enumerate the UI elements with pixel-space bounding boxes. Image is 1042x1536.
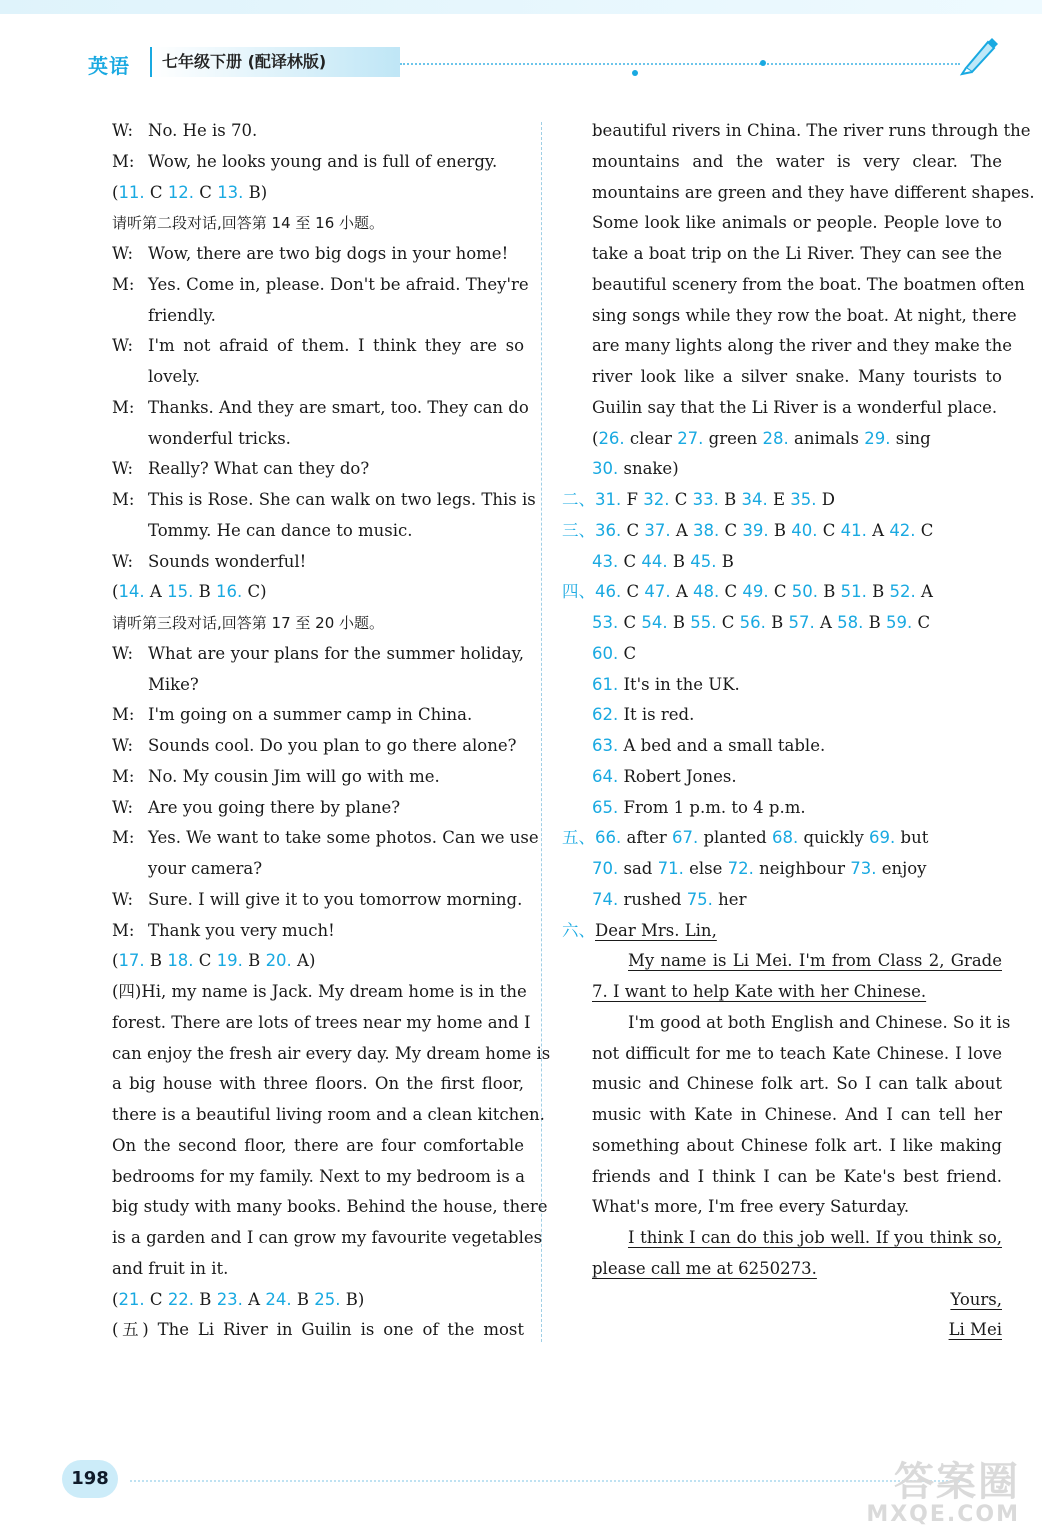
header-dot: [760, 60, 766, 66]
section-3-answers: 43. C 44. B 45. B: [592, 551, 734, 571]
passage-line: bedrooms for my family. Next to my bedroom is a: [112, 1166, 525, 1186]
section-3-answers: 三、36. C 37. A 38. C 39. B 40. C 41. A 42. C: [562, 520, 934, 540]
answer-line: (11. C 12. C 13. B): [112, 182, 268, 202]
dialogue-line: W: Sounds wonderful!: [112, 551, 307, 571]
page-number: 198: [62, 1460, 118, 1498]
section-4-answers: 60. C: [592, 643, 637, 663]
dialogue-line-cont: lovely.: [148, 367, 200, 386]
watermark-url: MXQE.COM: [866, 1502, 1020, 1527]
dialogue-line-cont: Mike?: [148, 674, 199, 694]
column-divider: [541, 122, 542, 1342]
letter-line: music with Kate in Chinese. And I can tell her: [592, 1105, 1002, 1124]
grade-edition-box: [150, 47, 400, 77]
passage-line: Some look like animals or people. People love to: [592, 213, 1002, 233]
passage-line: are many lights along the river and they make the: [592, 336, 1013, 356]
dialogue-line: M: This is Rose. She can walk on two legs. This is: [112, 490, 536, 509]
section-5-answers: 五、66. after 67. planted 68. quickly 69. but: [562, 828, 929, 848]
passage-line: there is a beautiful living room and a clean kitchen.: [112, 1105, 545, 1124]
header-dotted-line: [400, 63, 960, 65]
passage-line: (五) The Li River in Guilin is one of the most: [112, 1320, 524, 1340]
letter-line: 7. I want to help Kate with her Chinese.: [592, 982, 927, 1001]
page-header: [0, 0, 1042, 100]
answer-line: (21. C 22. B 23. A 24. B 25. B): [112, 1289, 365, 1309]
dialogue-line-cont: friendly.: [148, 305, 216, 325]
section-5-answers: 70. sad 71. else 72. neighbour 73. enjoy: [592, 859, 927, 878]
dialogue-line: M: Thanks. And they are smart, too. They can do: [112, 397, 529, 417]
edition-label: (配译林版): [247, 52, 327, 71]
passage-line: beautiful scenery from the boat. The boatmen often: [592, 274, 1025, 294]
dialogue-line: M: Wow, he looks young and is full of energy.: [112, 151, 498, 171]
passage-line: Guilin say that the Li River is a wonderful place.: [592, 397, 998, 417]
answer-line: (26. clear 27. green 28. animals 29. sing: [592, 428, 931, 448]
dialogue-line: W: Are you going there by plane?: [112, 797, 401, 817]
right-column: [562, 116, 1035, 1346]
dialogue-line: M: I'm going on a summer camp in China.: [112, 705, 473, 725]
letter-line: not difficult for me to teach Kate Chinese. I love: [592, 1043, 1002, 1063]
section-2-answers: 二、31. F 32. C 33. B 34. E 35. D: [562, 490, 835, 509]
watermark-logo: [820, 1450, 1030, 1530]
dialogue-line: W: Really? What can they do?: [112, 459, 370, 479]
dialogue-line: W: I'm not afraid of them. I think they are so: [112, 336, 524, 356]
passage-line: On the second floor, there are four comfortable: [112, 1135, 524, 1155]
passage-line: mountains are green and they have different shapes.: [592, 182, 1035, 202]
section-4-answers: 61. It's in the UK.: [592, 674, 740, 694]
letter-greeting: 六、Dear Mrs. Lin,: [562, 920, 717, 940]
section-4-answers: 65. From 1 p.m. to 4 p.m.: [592, 797, 806, 817]
header-dot: [632, 70, 638, 76]
instruction-line: 请听第三段对话,回答第 17 至 20 小题。: [112, 614, 385, 632]
instruction-line: 请听第二段对话,回答第 14 至 16 小题。: [112, 214, 385, 233]
left-column: [112, 116, 551, 1346]
dialogue-line: M: Yes. Come in, please. Don't be afraid. They're: [112, 274, 529, 294]
letter-line: I think I can do this job well. If you think so,: [628, 1228, 1002, 1247]
passage-line: sing songs while they row the boat. At night, there: [592, 305, 1017, 325]
letter-closing: Yours,: [950, 1289, 1002, 1309]
passage-line: forest. There are lots of trees near my home and I: [112, 1012, 531, 1032]
dialogue-line: M: Yes. We want to take some photos. Can we use: [112, 828, 539, 848]
passage-line: (四)Hi, my name is Jack. My dream home is in the: [112, 982, 527, 1001]
dialogue-line: W: Sure. I will give it to you tomorrow morning.: [112, 889, 523, 909]
dialogue-line-cont: your camera?: [148, 859, 263, 878]
answer-line: (14. A 15. B 16. C): [112, 582, 267, 602]
dialogue-line: M: Thank you very much!: [112, 920, 335, 940]
passage-line: can enjoy the fresh air every day. My dream home is: [112, 1043, 551, 1063]
watermark-text: 答案圈: [894, 1459, 1020, 1505]
passage-line: river look like a silver snake. Many tourists to: [592, 367, 1002, 386]
passage-line: and fruit in it.: [112, 1258, 229, 1278]
letter-line: please call me at 6250273.: [592, 1258, 817, 1278]
dialogue-line: M: No. My cousin Jim will go with me.: [112, 766, 440, 786]
section-4-answers: 四、46. C 47. A 48. C 49. C 50. B 51. B 52. A: [562, 582, 933, 602]
section-4-answers: 64. Robert Jones.: [592, 766, 737, 786]
section-5-answers: 74. rushed 75. her: [592, 889, 747, 909]
dialogue-line: W: Sounds cool. Do you plan to go there alone?: [112, 736, 517, 755]
dialogue-line: W: What are your plans for the summer holiday,: [112, 643, 524, 663]
grade-label: 七年级下册: [162, 52, 243, 71]
letter-signature: Li Mei: [948, 1320, 1002, 1340]
passage-line: is a garden and I can grow my favourite vegetables: [112, 1228, 543, 1247]
answer-line: (17. B 18. C 19. B 20. A): [112, 951, 316, 971]
dialogue-line-cont: Tommy. He can dance to music.: [148, 520, 413, 540]
dialogue-line: W: No. He is 70.: [112, 121, 258, 140]
dialogue-line-cont: wonderful tricks.: [148, 428, 291, 448]
section-4-answers: 63. A bed and a small table.: [592, 736, 826, 755]
letter-line: My name is Li Mei. I'm from Class 2, Grade: [628, 951, 1002, 971]
letter-line: What's more, I'm free every Saturday.: [592, 1197, 910, 1217]
section-4-answers: 62. It is red.: [592, 705, 695, 725]
letter-line: something about Chinese folk art. I like making: [592, 1135, 1002, 1155]
passage-line: beautiful rivers in China. The river runs through the: [592, 121, 1031, 140]
header-band: [0, 0, 1042, 14]
page-footer: [0, 1440, 1042, 1536]
section-4-answers: 53. C 54. B 55. C 56. B 57. A 58. B 59. C: [592, 613, 931, 632]
letter-line: music and Chinese folk art. So I can talk about: [592, 1074, 1002, 1094]
pen-icon: [958, 34, 1000, 76]
answer-line: 30. snake): [592, 459, 679, 479]
letter-line: I'm good at both English and Chinese. So it is: [628, 1012, 1011, 1032]
passage-line: take a boat trip on the Li River. They can see the: [592, 244, 1002, 263]
passage-line: big study with many books. Behind the house, there: [112, 1197, 548, 1217]
letter-line: friends and I think I can be Kate's best friend.: [592, 1166, 1002, 1186]
dialogue-line: W: Wow, there are two big dogs in your home!: [112, 244, 509, 263]
passage-line: a big house with three floors. On the first floor,: [112, 1074, 524, 1094]
passage-line: mountains and the water is very clear. The: [592, 151, 1002, 171]
subject-label: 英语: [88, 54, 130, 78]
